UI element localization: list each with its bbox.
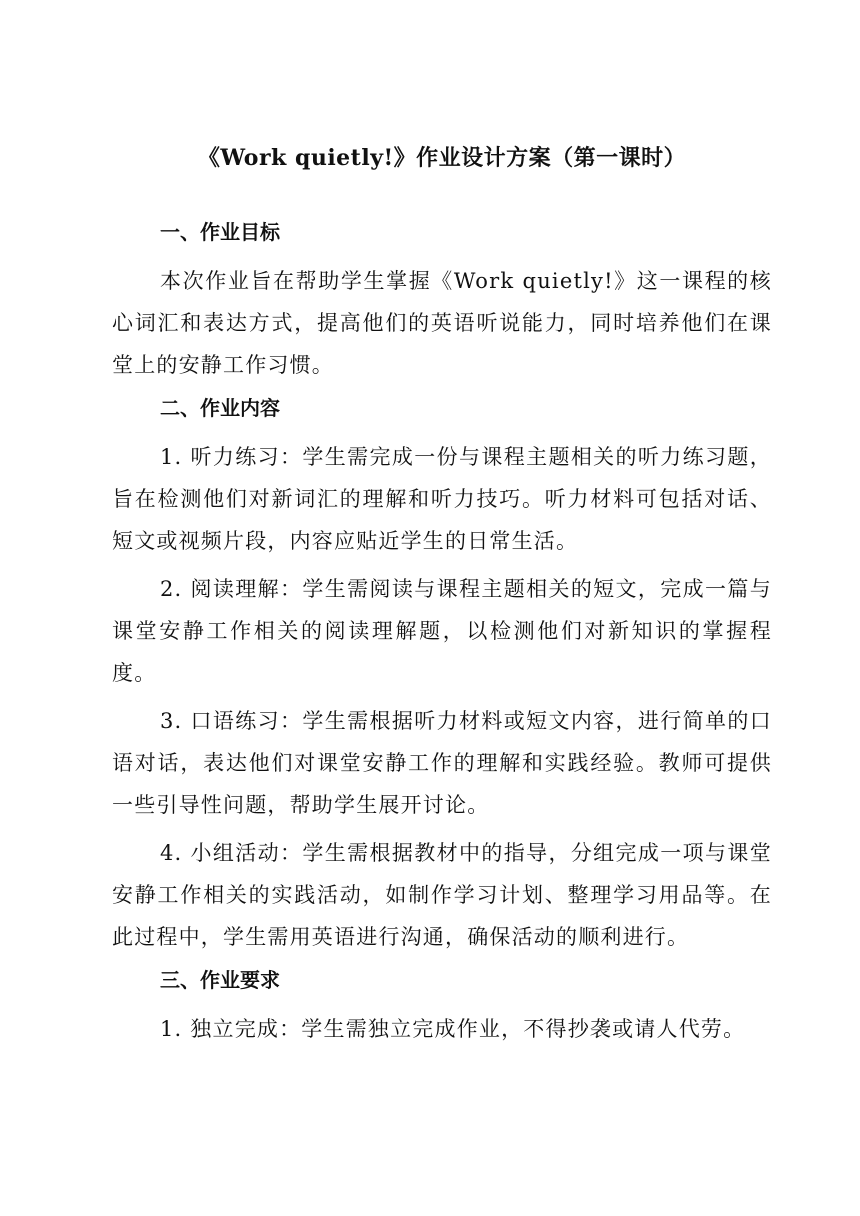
paragraph: 3. 口语练习：学生需根据听力材料或短文内容，进行简单的口语对话，表达他们对课堂安静工作的理解和实践经验。教师可提供一些引导性问题，帮助学生展开讨论。 — [112, 709, 772, 817]
document-body — [112, 140, 772, 1056]
section-heading: 一、作业目标 — [160, 220, 280, 244]
paragraph: 1. 独立完成：学生需独立完成作业，不得抄袭或请人代劳。 — [160, 1017, 746, 1041]
section-goals — [112, 216, 772, 386]
paragraph: 本次作业旨在帮助学生掌握《Work quietly!》这一课程的核心词汇和表达方式，提高他们的英语听说能力，同时培养他们在课堂上的安静工作习惯。 — [112, 269, 772, 377]
section-heading: 三、作业要求 — [160, 968, 280, 992]
paragraph: 2. 阅读理解：学生需阅读与课程主题相关的短文，完成一篇与课堂安静工作相关的阅读理解题，以检测他们对新知识的掌握程度。 — [112, 577, 772, 685]
section-requirements — [112, 964, 772, 1050]
document-title: 《Work quietly!》作业设计方案（第一课时） — [197, 145, 687, 171]
section-heading: 二、作业内容 — [160, 396, 280, 420]
paragraph: 4. 小组活动：学生需根据教材中的指导，分组完成一项与课堂安静工作相关的实践活动，如制作学习计划、整理学习用品等。在此过程中，学生需用英语进行沟通，确保活动的顺利进行。 — [112, 841, 772, 949]
section-content — [112, 392, 772, 958]
paragraph: 1. 听力练习：学生需完成一份与课程主题相关的听力练习题，旨在检测他们对新词汇的理解和听力技巧。听力材料可包括对话、短文或视频片段，内容应贴近学生的日常生活。 — [112, 445, 772, 553]
